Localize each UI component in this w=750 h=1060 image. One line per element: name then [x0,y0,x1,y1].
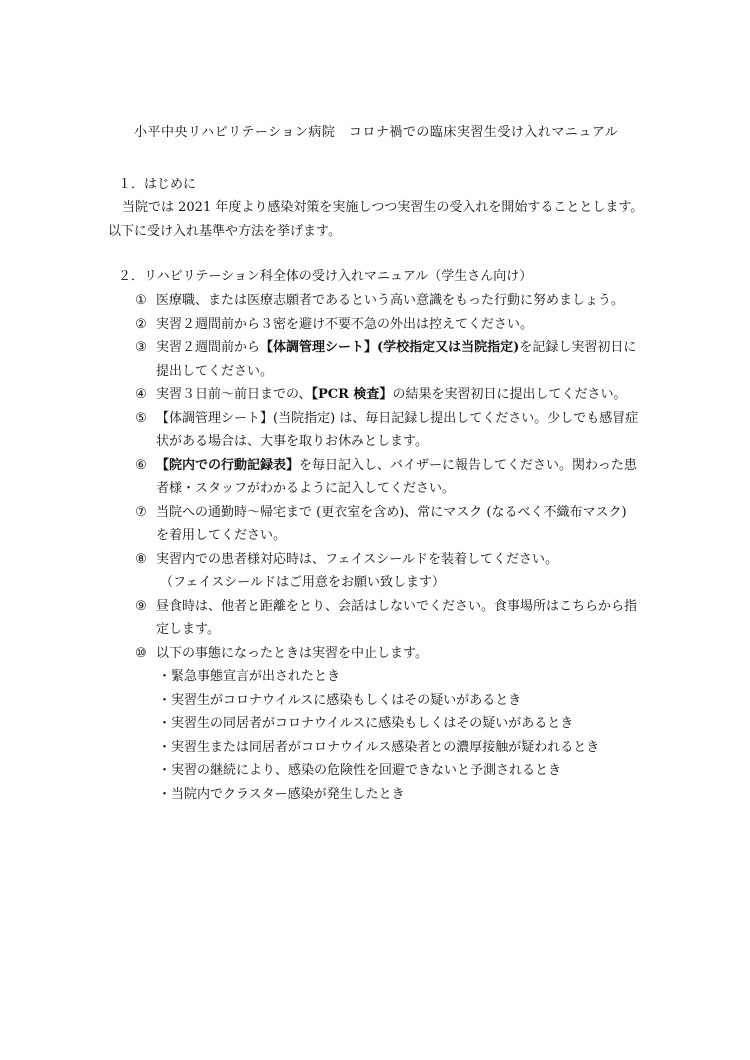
item-text-line-1 [156,457,637,475]
item-text-line-2: を着用してください。 [156,528,287,543]
section1-heading: １．はじめに [118,177,197,192]
item-number: ③ [135,340,147,355]
item-text-line-1: 昼食時は、他者と距離をとり、会話はしないでください。食事場所はこちらから指 [156,599,638,614]
item-number: ⑥ [135,458,147,473]
item-text: 以下の事態になったときは実習を中止します。 [156,646,428,661]
item-text-line-1: 当院への通勤時～帰宅まで (更衣室を含め)、常にマスク (なるべく不織布マスク) [156,505,627,520]
item-text-post: の結果を実習初日に提出してください。 [392,387,627,402]
item-number: ⑦ [135,505,147,520]
sub-item: ・実習の継続により、感染の危険性を回避できないと予測されるとき [158,763,562,778]
item-text: 実習２週間前から３密を避け不要不急の外出は控えてください。 [156,317,534,332]
item-number: ⑨ [135,599,147,614]
item-text-bold: 【体調管理シート】(学校指定又は当院指定) [260,340,520,355]
section1-line-1: 当院では 2021 年度より感染対策を実施しつつ実習生の受入れを開始することとします。 [122,200,644,215]
sub-item: ・実習生がコロナウイルスに感染もしくはその疑いがあるとき [158,693,522,708]
item-number: ⑩ [135,646,147,661]
item-number: ⑤ [135,411,147,426]
section2-heading: ２．リハビリテーション科全体の受け入れマニュアル（学生さん向け） [118,269,533,284]
sub-item: ・実習生の同居者がコロナウイルスに感染もしくはその疑いがあるとき [158,716,574,731]
item-number: ① [135,293,147,308]
item-text-bold: 【院内での行動記録表】 [156,458,300,473]
item-text-line-1: 実習内での患者様対応時は、フェイスシールドを装着してください。 [156,552,558,567]
item-text-line-1: 【体調管理シート】(当院指定) は、毎日記録し提出してください。少しでも感冒症 [156,411,639,426]
sub-item: ・当院内でクラスター感染が発生したとき [158,787,405,802]
item-text-bold: 【PCR 検査】 [311,387,393,402]
item-text-post: を毎日記入し、バイザーに報告してください。関わった患 [299,458,637,473]
item-number: ② [135,317,147,332]
item-text-line-2: 状がある場合は、大事を取りお休みとします。 [156,434,428,449]
item-text-post: を記録し実習初日に [519,340,637,355]
item-text-line-2: （フェイスシールドはご用意をお願い致します） [160,575,445,590]
item-text-pre: 実習３日前～前日までの、 [156,387,312,402]
sub-item: ・緊急事態宣言が出されたとき [158,669,341,684]
item-text-line-2: 者様・スタッフがわかるように記入してください。 [156,481,456,496]
item-number: ④ [135,387,147,402]
section1-line-2: 以下に受け入れ基準や方法を挙げます。 [108,224,341,239]
sub-item: ・実習生または同居者がコロナウイルス感染者との濃厚接触が疑われるとき [158,740,600,755]
item-text: 医療職、または医療志願者であるという高い意識をもった行動に努めましょう。 [156,293,625,308]
document-title: 小平中央リハビリテーション病院 コロナ禍での臨床実習生受け入れマニュアル [134,125,619,140]
item-text-line-1 [156,339,636,357]
item-text-line-2: 提出してください。 [156,364,274,379]
item-text [156,386,626,404]
item-text-pre: 実習２週間前から [156,340,261,355]
item-text-line-2: 定します。 [156,622,220,637]
item-number: ⑧ [135,552,147,567]
